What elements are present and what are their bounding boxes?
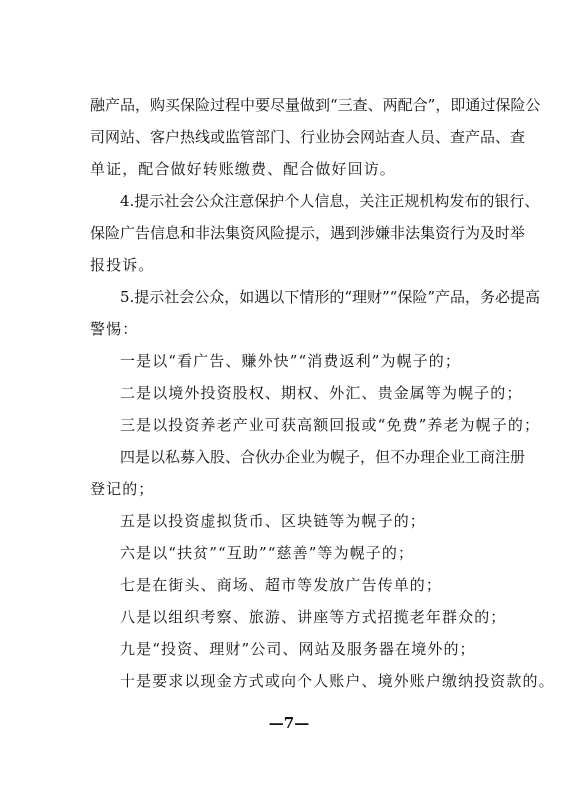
- paragraph-line: 警惕：: [90, 320, 139, 338]
- paragraph-line: 报投诉。: [90, 256, 155, 274]
- list-item-continuation: 登记的；: [90, 480, 155, 498]
- list-item: 七是在街头、商场、超市等发放广告传单的；: [120, 576, 443, 594]
- list-item: 四是以私募入股、合伙办企业为幌子，但不办理企业工商注册: [120, 448, 526, 466]
- list-item: 三是以投资养老产业可获高额回报或“免费”养老为幌子的；: [120, 416, 541, 434]
- paragraph-line: 5.提示社会公众，如遇以下情形的“理财”“保险”产品，务必提高: [120, 288, 540, 306]
- paragraph-line: 保险广告信息和非法集资风险提示，遇到涉嫌非法集资行为及时举: [90, 224, 526, 242]
- list-item: 五是以投资虚拟货币、区块链等为幌子的；: [120, 512, 426, 530]
- paragraph-line: 4.提示社会公众注意保护个人信息，关注正规机构发布的银行、: [120, 192, 540, 210]
- list-item: 一是以“看广告、赚外快”“消费返利”为幌子的；: [120, 352, 461, 370]
- list-item: 二是以境外投资股权、期权、外汇、贵金属等为幌子的；: [120, 384, 523, 402]
- list-item: 八是以组织考察、旅游、讲座等方式招揽老年群众的；: [120, 608, 507, 626]
- paragraph-line: 单证，配合做好转账缴费、配合做好回访。: [90, 160, 396, 178]
- page-number: —7—: [268, 714, 310, 732]
- list-item: 九是“投资、理财”公司、网站及服务器在境外的；: [120, 640, 476, 658]
- paragraph-line: 司网站、客户热线或监管部门、行业协会网站查人员、查产品、查: [90, 128, 526, 146]
- paragraph-line: 融产品，购买保险过程中要尽量做到“三查、两配合”，即通过保险公: [90, 96, 541, 114]
- list-item: 十是要求以现金方式或向个人账户、境外账户缴纳投资款的。: [120, 672, 555, 690]
- list-item: 六是以“扶贫”“互助”“慈善”等为幌子的；: [120, 544, 415, 562]
